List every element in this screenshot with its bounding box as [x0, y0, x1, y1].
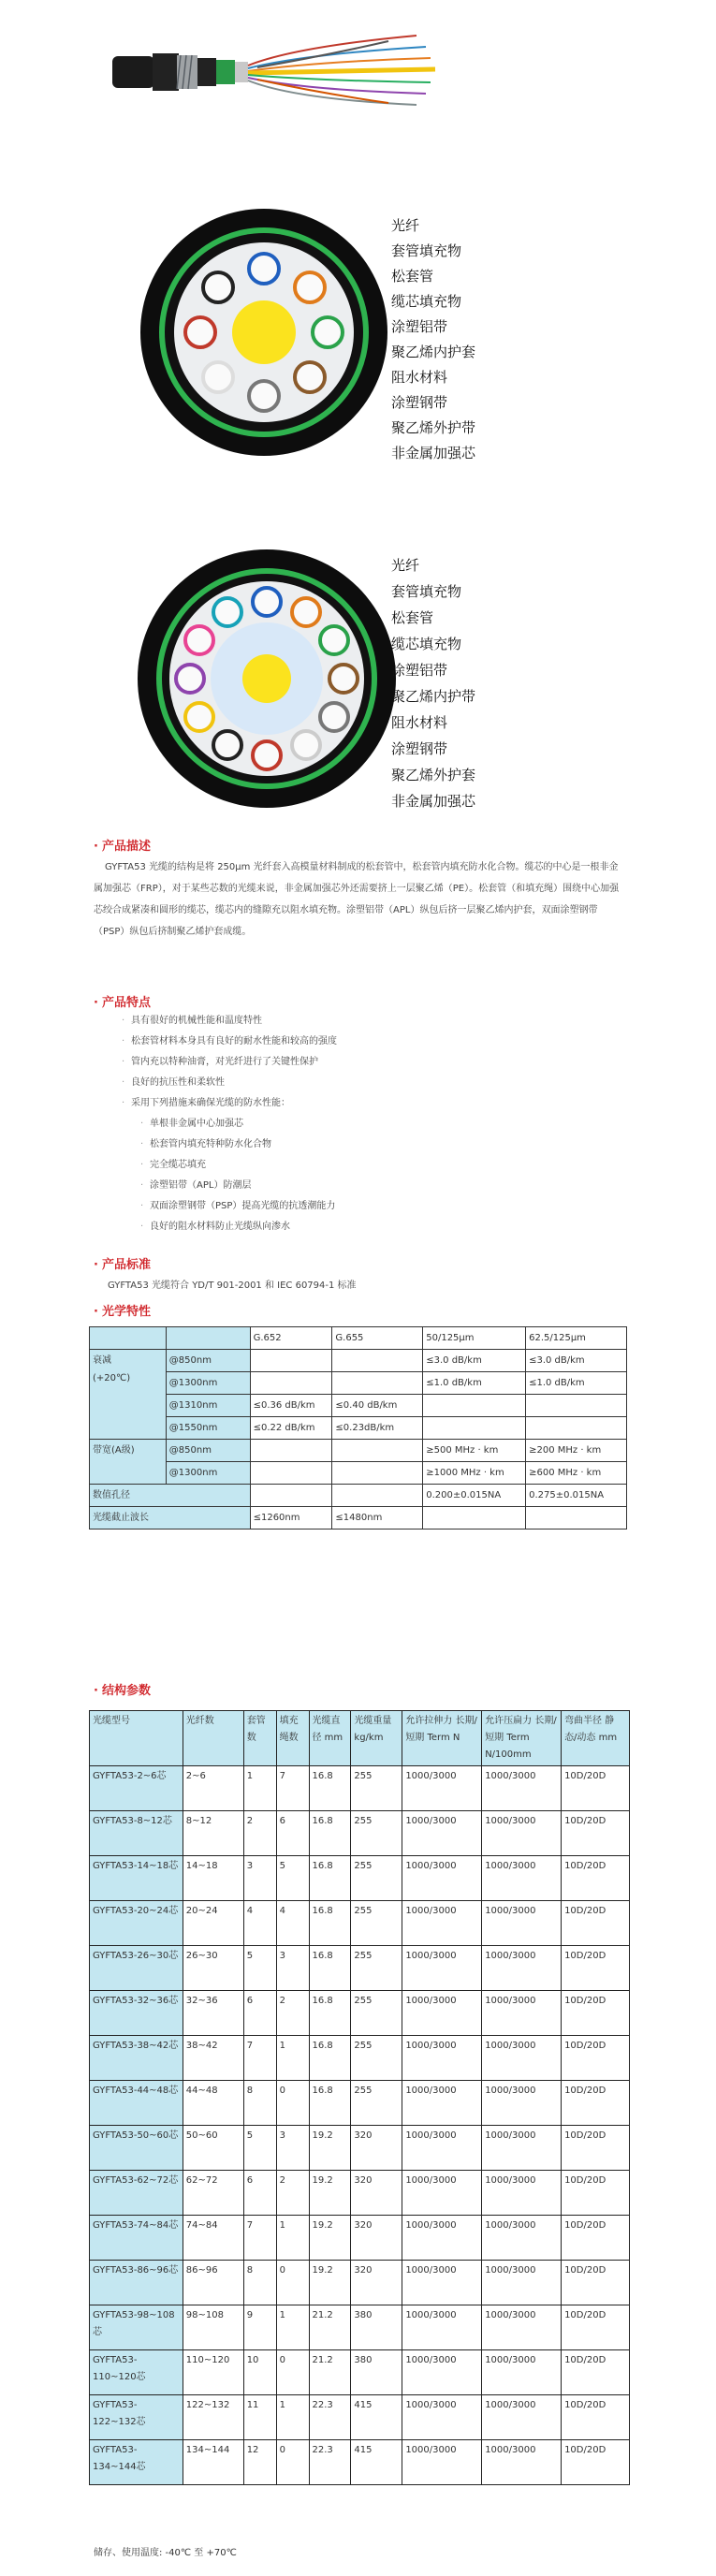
structure-cell: 3 — [276, 2126, 309, 2171]
structure-cell: 19.2 — [309, 2171, 351, 2216]
structure-cell: 0 — [276, 2081, 309, 2126]
structure-cell: 16.8 — [309, 1856, 351, 1901]
description-text: GYFTA53 光缆的结构是将 250μm 光纤套入高模量材料制成的松套管中，松套管内填充防水化合物。缆芯的中心是一根非金属加强芯（FRP），对于某些芯数的光缆来说，非金属加强芯外还需要挤上一层聚乙烯（PE）。松套管（和填充绳）围绕中心加强芯绞合成紧凑和圆形的缆芯，缆芯内的缝隙充以阻水填充物。涂塑铝带（APL）纵包后挤一层聚乙烯内护套，双面涂塑钢带（PSP）纵包后挤制聚乙烯护套成缆。 — [94, 862, 620, 937]
structure-row — [90, 2440, 630, 2485]
structure-cell: 1 — [276, 2395, 309, 2440]
optical-cell — [332, 1350, 423, 1372]
optical-header-cell: G.652 — [250, 1327, 332, 1350]
structure-row — [90, 1991, 630, 2036]
structure-cell: 7 — [276, 1766, 309, 1811]
structure-cell: 1000/3000 — [402, 1901, 482, 1946]
callout-label: 聚乙烯外护套 — [391, 767, 476, 783]
structure-cell: 6 — [276, 1811, 309, 1856]
structure-cell: 1000/3000 — [402, 1946, 482, 1991]
cross-section-24-tube-image — [136, 548, 407, 819]
structure-cell: 320 — [351, 2261, 402, 2305]
structure-header-cell: 光缆型号 — [90, 1711, 183, 1766]
structure-cell: 10D/20D — [562, 2126, 630, 2171]
structure-cell: GYFTA53-38~42芯 — [90, 2036, 183, 2081]
structure-cell: 10D/20D — [562, 2350, 630, 2395]
optical-cell — [250, 1350, 332, 1372]
structure-cell: 20~24 — [183, 1901, 243, 1946]
structure-header-cell: 套管数 — [243, 1711, 276, 1766]
structure-cell: 4 — [243, 1901, 276, 1946]
optical-cell: ≤1.0 dB/km — [423, 1372, 526, 1395]
structure-cell: 16.8 — [309, 1946, 351, 1991]
structure-cell: 10D/20D — [562, 2305, 630, 2350]
structure-cell: 19.2 — [309, 2261, 351, 2305]
optical-row — [90, 1372, 627, 1395]
structure-cell: 1000/3000 — [482, 2126, 562, 2171]
structure-cell: 22.3 — [309, 2395, 351, 2440]
structure-row — [90, 1946, 630, 1991]
structure-cell: 16.8 — [309, 2081, 351, 2126]
structure-cell: 16.8 — [309, 1811, 351, 1856]
structure-cell: GYFTA53-44~48芯 — [90, 2081, 183, 2126]
structure-cell: 1000/3000 — [482, 1811, 562, 1856]
optical-cell: @1300nm — [166, 1372, 250, 1395]
structure-cell: 2 — [243, 1811, 276, 1856]
callout-label: 松套管 — [391, 609, 434, 626]
structure-cell: 122~132 — [183, 2395, 243, 2440]
optical-cell — [423, 1507, 526, 1530]
feature-item: · 良好的抗压性和柔软性 — [122, 1077, 225, 1088]
structure-header-cell: 光纤数 — [183, 1711, 243, 1766]
structure-cell: 1000/3000 — [402, 2171, 482, 2216]
optical-header-cell: 62.5/125μm — [526, 1327, 627, 1350]
optical-cell: ≤1480nm — [332, 1507, 423, 1530]
structure-cell: 10D/20D — [562, 1991, 630, 2036]
structure-header-cell: 填充绳数 — [276, 1711, 309, 1766]
feature-item: · 具有很好的机械性能和温度特性 — [122, 1016, 262, 1026]
structure-cell: 1000/3000 — [402, 2216, 482, 2261]
storage-temperature-note: 储存、使用温度: -40℃ 至 +70℃ — [94, 2548, 237, 2558]
structure-cell: 5 — [243, 2126, 276, 2171]
structure-cell: 10D/20D — [562, 2395, 630, 2440]
optical-row — [90, 1440, 627, 1462]
optical-table — [89, 1326, 627, 1530]
structure-cell: 1000/3000 — [402, 1811, 482, 1856]
feature-subitem: · 完全缆芯填充 — [140, 1160, 206, 1170]
optical-row — [90, 1485, 627, 1507]
optical-cell: @850nm — [166, 1440, 250, 1462]
optical-heading: · 光学特性 — [94, 1305, 151, 1319]
structure-header-cell: 光缆直径 mm — [309, 1711, 351, 1766]
structure-cell: 1000/3000 — [402, 2261, 482, 2305]
callout-label: 光纤 — [391, 217, 420, 234]
structure-cell: 62~72 — [183, 2171, 243, 2216]
structure-cell: 16.8 — [309, 2036, 351, 2081]
structure-cell: 380 — [351, 2305, 402, 2350]
callout-label: 非金属加强芯 — [391, 793, 476, 810]
optical-row — [90, 1507, 627, 1530]
feature-subitem: · 良好的阻水材料防止光缆纵向渗水 — [140, 1222, 290, 1232]
structure-cell: 2~6 — [183, 1766, 243, 1811]
structure-cell: 255 — [351, 2081, 402, 2126]
structure-heading: · 结构参数 — [94, 1684, 151, 1698]
callout-list-2 — [391, 552, 475, 814]
optical-cell: ≥200 MHz · km — [526, 1440, 627, 1462]
structure-cell: GYFTA53-50~60芯 — [90, 2126, 183, 2171]
structure-row — [90, 2171, 630, 2216]
optical-cell: ≤1.0 dB/km — [526, 1372, 627, 1395]
optical-cell: ≤3.0 dB/km — [526, 1350, 627, 1372]
structure-body — [90, 1766, 630, 2485]
structure-cell: 255 — [351, 1991, 402, 2036]
structure-row — [90, 1811, 630, 1856]
structure-cell: 16.8 — [309, 1766, 351, 1811]
structure-cell: 10D/20D — [562, 2261, 630, 2305]
structure-cell: 6 — [243, 2171, 276, 2216]
structure-cell: 10D/20D — [562, 2216, 630, 2261]
structure-cell: 10D/20D — [562, 1946, 630, 1991]
callout-label: 涂塑钢带 — [391, 740, 448, 757]
structure-cell: 3 — [243, 1856, 276, 1901]
callout-label: 聚乙烯内护带 — [391, 688, 476, 705]
structure-cell: 1000/3000 — [402, 2126, 482, 2171]
feature-subitem: · 松套管内填充特种防水化合物 — [140, 1139, 271, 1149]
structure-cell: 255 — [351, 1766, 402, 1811]
optical-cell: ≥1000 MHz · km — [423, 1462, 526, 1485]
structure-row — [90, 1856, 630, 1901]
structure-cell: 7 — [243, 2216, 276, 2261]
optical-row — [90, 1417, 627, 1440]
structure-cell: 12 — [243, 2440, 276, 2485]
structure-cell: 3 — [276, 1946, 309, 1991]
structure-row — [90, 2126, 630, 2171]
structure-cell: 1000/3000 — [482, 2261, 562, 2305]
attenuation-label: 衰减 (+20℃) — [90, 1350, 167, 1440]
optical-cell: @850nm — [166, 1350, 250, 1372]
structure-cell: 5 — [243, 1946, 276, 1991]
callout-label: 阻水材料 — [391, 369, 448, 386]
structure-cell: 134~144 — [183, 2440, 243, 2485]
structure-cell: 1000/3000 — [482, 1901, 562, 1946]
structure-row — [90, 2261, 630, 2305]
structure-cell: 1000/3000 — [402, 1766, 482, 1811]
structure-cell: GYFTA53-8~12芯 — [90, 1811, 183, 1856]
callout-label: 套管填充物 — [391, 583, 462, 600]
structure-cell: 1000/3000 — [482, 2081, 562, 2126]
structure-cell: 7 — [243, 2036, 276, 2081]
callout-label: 套管填充物 — [391, 242, 462, 259]
callout-list-1 — [391, 213, 475, 466]
feature-item: · 采用下列措施来确保光缆的防水性能： — [122, 1098, 290, 1108]
structure-cell: 1000/3000 — [402, 2395, 482, 2440]
callout-label: 涂塑铝带 — [391, 662, 448, 679]
structure-cell: 2 — [276, 2171, 309, 2216]
optical-cell: 0.275±0.015NA — [526, 1485, 627, 1507]
optical-row — [90, 1462, 627, 1485]
structure-row — [90, 2036, 630, 2081]
structure-cell: 32~36 — [183, 1991, 243, 2036]
structure-cell: 14~18 — [183, 1856, 243, 1901]
optical-header-cell: G.655 — [332, 1327, 423, 1350]
structure-cell: 50~60 — [183, 2126, 243, 2171]
optical-cell — [250, 1372, 332, 1395]
structure-cell: 1000/3000 — [482, 2395, 562, 2440]
standard-heading: · 产品标准 — [94, 1258, 151, 1272]
structure-cell: 1 — [276, 2216, 309, 2261]
structure-cell: GYFTA53-20~24芯 — [90, 1901, 183, 1946]
structure-header-cell: 弯曲半径 静态/动态 mm — [562, 1711, 630, 1766]
structure-header-row — [90, 1711, 630, 1766]
structure-cell: GYFTA53-98~108芯 — [90, 2305, 183, 2350]
structure-cell: 255 — [351, 1946, 402, 1991]
structure-cell: 1000/3000 — [482, 1766, 562, 1811]
structure-cell: GYFTA53-122~132芯 — [90, 2395, 183, 2440]
structure-cell: 255 — [351, 1811, 402, 1856]
optical-cell: ≤0.36 dB/km — [250, 1395, 332, 1417]
structure-cell: 1000/3000 — [402, 1856, 482, 1901]
structure-row — [90, 1901, 630, 1946]
structure-cell: 380 — [351, 2350, 402, 2395]
structure-cell: 255 — [351, 1856, 402, 1901]
structure-cell: 320 — [351, 2126, 402, 2171]
structure-row — [90, 1766, 630, 1811]
optical-cell — [250, 1462, 332, 1485]
structure-row — [90, 2216, 630, 2261]
structure-cell: 19.2 — [309, 2126, 351, 2171]
structure-cell: GYFTA53-134~144芯 — [90, 2440, 183, 2485]
cross-section-12-tube-image — [140, 201, 402, 463]
structure-cell: 10D/20D — [562, 1811, 630, 1856]
structure-header-cell: 允许压扁力 长期/短期 Term N/100mm — [482, 1711, 562, 1766]
structure-cell: 21.2 — [309, 2350, 351, 2395]
structure-cell: 10D/20D — [562, 1856, 630, 1901]
structure-cell: 1 — [243, 1766, 276, 1811]
structure-cell: 10D/20D — [562, 1766, 630, 1811]
structure-cell: 1000/3000 — [482, 1856, 562, 1901]
callout-label: 缆芯填充物 — [391, 293, 462, 310]
standard-text: GYFTA53 光缆符合 YD/T 901-2001 和 IEC 60794-1 标准 — [108, 1281, 357, 1291]
optical-header-cell — [90, 1327, 167, 1350]
structure-cell: 98~108 — [183, 2305, 243, 2350]
optical-cell — [423, 1395, 526, 1417]
structure-cell: 86~96 — [183, 2261, 243, 2305]
feature-subitem: · 涂塑铝带（APL）防潮层 — [140, 1180, 252, 1191]
structure-cell: 10D/20D — [562, 2081, 630, 2126]
optical-cell — [250, 1440, 332, 1462]
optical-header-cell — [166, 1327, 250, 1350]
feature-item: · 管内充以特种油膏，对光纤进行了关键性保护 — [122, 1057, 318, 1067]
numerical-aperture-label: 数值孔径 — [90, 1485, 251, 1507]
optical-cell: @1310nm — [166, 1395, 250, 1417]
structure-cell: GYFTA53-26~30芯 — [90, 1946, 183, 1991]
structure-cell: 1000/3000 — [482, 2440, 562, 2485]
structure-cell: 1000/3000 — [402, 2440, 482, 2485]
structure-cell: 74~84 — [183, 2216, 243, 2261]
callout-label: 涂塑钢带 — [391, 394, 448, 411]
structure-cell: 10 — [243, 2350, 276, 2395]
optical-cell: 0.200±0.015NA — [423, 1485, 526, 1507]
structure-cell: GYFTA53-86~96芯 — [90, 2261, 183, 2305]
optical-cell — [250, 1485, 332, 1507]
structure-cell: 5 — [276, 1856, 309, 1901]
optical-cell — [526, 1395, 627, 1417]
structure-header-cell: 允许拉伸力 长期/短期 Term N — [402, 1711, 482, 1766]
optical-cell: ≥500 MHz · km — [423, 1440, 526, 1462]
structure-cell: 1000/3000 — [482, 2216, 562, 2261]
optical-cell: ≤0.22 dB/km — [250, 1417, 332, 1440]
callout-label: 聚乙烯内护套 — [391, 344, 476, 360]
cable-side-view-image — [108, 28, 445, 112]
feature-subitem: · 双面涂塑钢带（PSP）提高光缆的抗透潮能力 — [140, 1201, 336, 1211]
structure-cell: 415 — [351, 2395, 402, 2440]
structure-cell: GYFTA53-32~36芯 — [90, 1991, 183, 2036]
structure-cell: 1000/3000 — [402, 2081, 482, 2126]
structure-cell: 8~12 — [183, 1811, 243, 1856]
structure-cell: 1000/3000 — [402, 2350, 482, 2395]
structure-cell: GYFTA53-110~120芯 — [90, 2350, 183, 2395]
structure-cell: 1 — [276, 2305, 309, 2350]
structure-cell: GYFTA53-74~84芯 — [90, 2216, 183, 2261]
structure-cell: 2 — [276, 1991, 309, 2036]
optical-cell — [423, 1417, 526, 1440]
structure-cell: GYFTA53-14~18芯 — [90, 1856, 183, 1901]
structure-cell: 10D/20D — [562, 2036, 630, 2081]
structure-cell: 255 — [351, 1901, 402, 1946]
structure-cell: 1 — [276, 2036, 309, 2081]
optical-cell — [332, 1372, 423, 1395]
structure-cell: 22.3 — [309, 2440, 351, 2485]
structure-table — [89, 1710, 630, 2485]
structure-row — [90, 2081, 630, 2126]
structure-cell: 16.8 — [309, 1991, 351, 2036]
structure-header-cell: 光缆重量 kg/km — [351, 1711, 402, 1766]
structure-cell: 26~30 — [183, 1946, 243, 1991]
feature-subitem: · 单根非金属中心加强芯 — [140, 1119, 243, 1129]
structure-cell: 10D/20D — [562, 2171, 630, 2216]
optical-header-row — [90, 1327, 627, 1350]
callout-label: 非金属加强芯 — [391, 445, 476, 461]
description-heading: · 产品描述 — [94, 840, 151, 854]
structure-cell: 415 — [351, 2440, 402, 2485]
optical-header-cell: 50/125μm — [423, 1327, 526, 1350]
optical-cell — [526, 1507, 627, 1530]
structure-cell: 10D/20D — [562, 2440, 630, 2485]
structure-cell: 1000/3000 — [402, 2036, 482, 2081]
structure-cell: 1000/3000 — [482, 2350, 562, 2395]
optical-cell — [332, 1462, 423, 1485]
structure-cell: 19.2 — [309, 2216, 351, 2261]
optical-row — [90, 1395, 627, 1417]
structure-row — [90, 2395, 630, 2440]
structure-cell: 255 — [351, 2036, 402, 2081]
structure-cell: 110~120 — [183, 2350, 243, 2395]
structure-cell: 0 — [276, 2261, 309, 2305]
features-list — [122, 1011, 337, 1237]
features-heading: · 产品特点 — [94, 996, 151, 1010]
structure-cell: 11 — [243, 2395, 276, 2440]
optical-row — [90, 1350, 627, 1372]
structure-cell: 1000/3000 — [482, 1946, 562, 1991]
structure-cell: 1000/3000 — [482, 2305, 562, 2350]
structure-cell: 4 — [276, 1901, 309, 1946]
cutoff-wavelength-label: 光缆截止波长 — [90, 1507, 251, 1530]
optical-cell: @1300nm — [166, 1462, 250, 1485]
structure-cell: 1000/3000 — [402, 1991, 482, 2036]
feature-item: · 松套管材料本身具有良好的耐水性能和较高的强度 — [122, 1036, 337, 1046]
callout-label: 缆芯填充物 — [391, 636, 462, 652]
bandwidth-label: 带宽(A级) — [90, 1440, 167, 1485]
callout-label: 阻水材料 — [391, 714, 448, 731]
structure-cell: 10D/20D — [562, 1901, 630, 1946]
structure-cell: 320 — [351, 2216, 402, 2261]
callout-label: 松套管 — [391, 268, 434, 285]
structure-cell: 44~48 — [183, 2081, 243, 2126]
structure-cell: 1000/3000 — [482, 1991, 562, 2036]
structure-cell: GYFTA53-2~6芯 — [90, 1766, 183, 1811]
structure-cell: 8 — [243, 2261, 276, 2305]
callout-label: 聚乙烯外护带 — [391, 419, 476, 436]
structure-cell: 1000/3000 — [402, 2305, 482, 2350]
optical-cell — [526, 1417, 627, 1440]
structure-cell: GYFTA53-62~72芯 — [90, 2171, 183, 2216]
structure-cell: 8 — [243, 2081, 276, 2126]
structure-cell: 320 — [351, 2171, 402, 2216]
optical-cell: ≤3.0 dB/km — [423, 1350, 526, 1372]
structure-cell: 6 — [243, 1991, 276, 2036]
structure-cell: 21.2 — [309, 2305, 351, 2350]
optical-cell: ≥600 MHz · km — [526, 1462, 627, 1485]
structure-row — [90, 2305, 630, 2350]
callout-label: 光纤 — [391, 557, 420, 574]
structure-cell: 9 — [243, 2305, 276, 2350]
structure-cell: 38~42 — [183, 2036, 243, 2081]
optical-cell: @1550nm — [166, 1417, 250, 1440]
optical-cell — [332, 1485, 423, 1507]
optical-cell — [332, 1440, 423, 1462]
structure-cell: 1000/3000 — [482, 2171, 562, 2216]
structure-cell: 1000/3000 — [482, 2036, 562, 2081]
optical-cell: ≤0.23dB/km — [332, 1417, 423, 1440]
structure-cell: 0 — [276, 2350, 309, 2395]
optical-cell: ≤0.40 dB/km — [332, 1395, 423, 1417]
optical-cell: ≤1260nm — [250, 1507, 332, 1530]
callout-label: 涂塑铝带 — [391, 318, 448, 335]
structure-cell: 0 — [276, 2440, 309, 2485]
structure-cell: 16.8 — [309, 1901, 351, 1946]
structure-row — [90, 2350, 630, 2395]
